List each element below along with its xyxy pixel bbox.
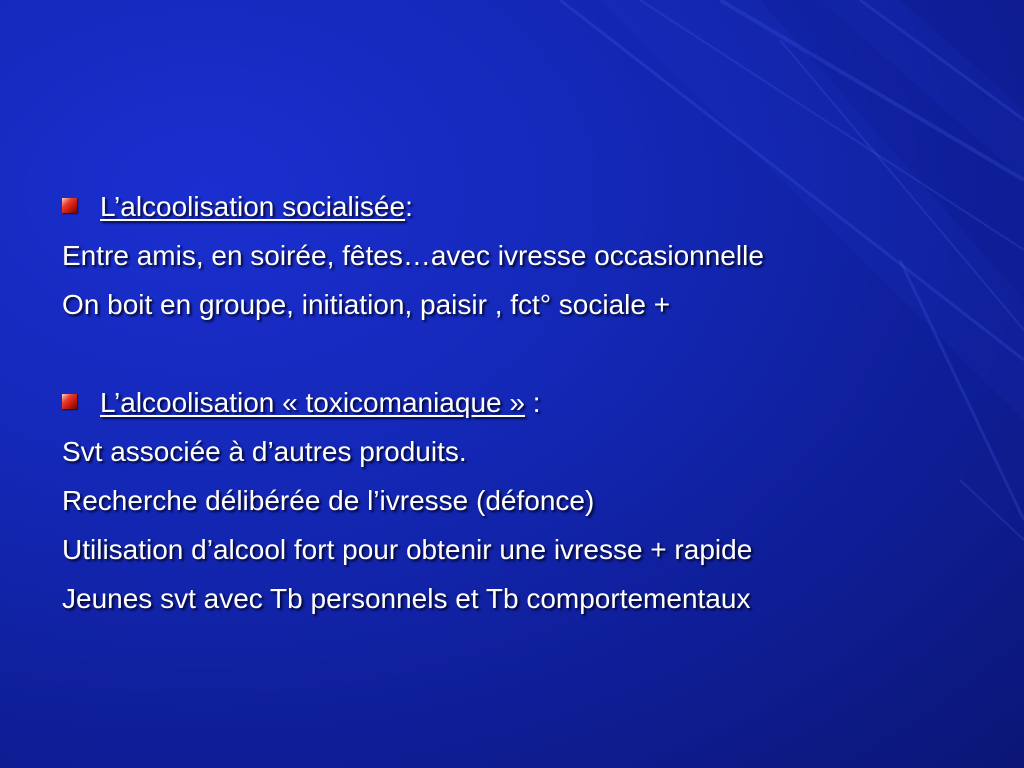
heading-text: L’alcoolisation socialisée <box>100 191 406 222</box>
body-line: Svt associée à d’autres produits. <box>62 436 467 467</box>
heading-text: L’alcoolisation « toxicomaniaque » <box>100 387 525 418</box>
bullet-icon <box>62 394 77 409</box>
slide-body <box>62 182 1002 623</box>
heading-colon: : <box>405 191 413 222</box>
spacer <box>62 329 1002 378</box>
body-line: Entre amis, en soirée, fêtes…avec ivresse occasionnelle <box>62 240 764 271</box>
body-line: Utilisation d’alcool fort pour obtenir une ivresse + rapide <box>62 534 753 565</box>
bullet-icon <box>62 198 77 213</box>
section-heading-socialisee <box>62 182 1002 231</box>
body-line: Jeunes svt avec Tb personnels et Tb comportementaux <box>62 583 751 614</box>
body-line: Recherche délibérée de l’ivresse (défonce) <box>62 485 595 516</box>
section-heading-toxicomaniaque <box>62 378 1002 427</box>
heading-colon: : <box>524 387 541 418</box>
body-line: On boit en groupe, initiation, paisir , fct° sociale + <box>62 289 671 320</box>
